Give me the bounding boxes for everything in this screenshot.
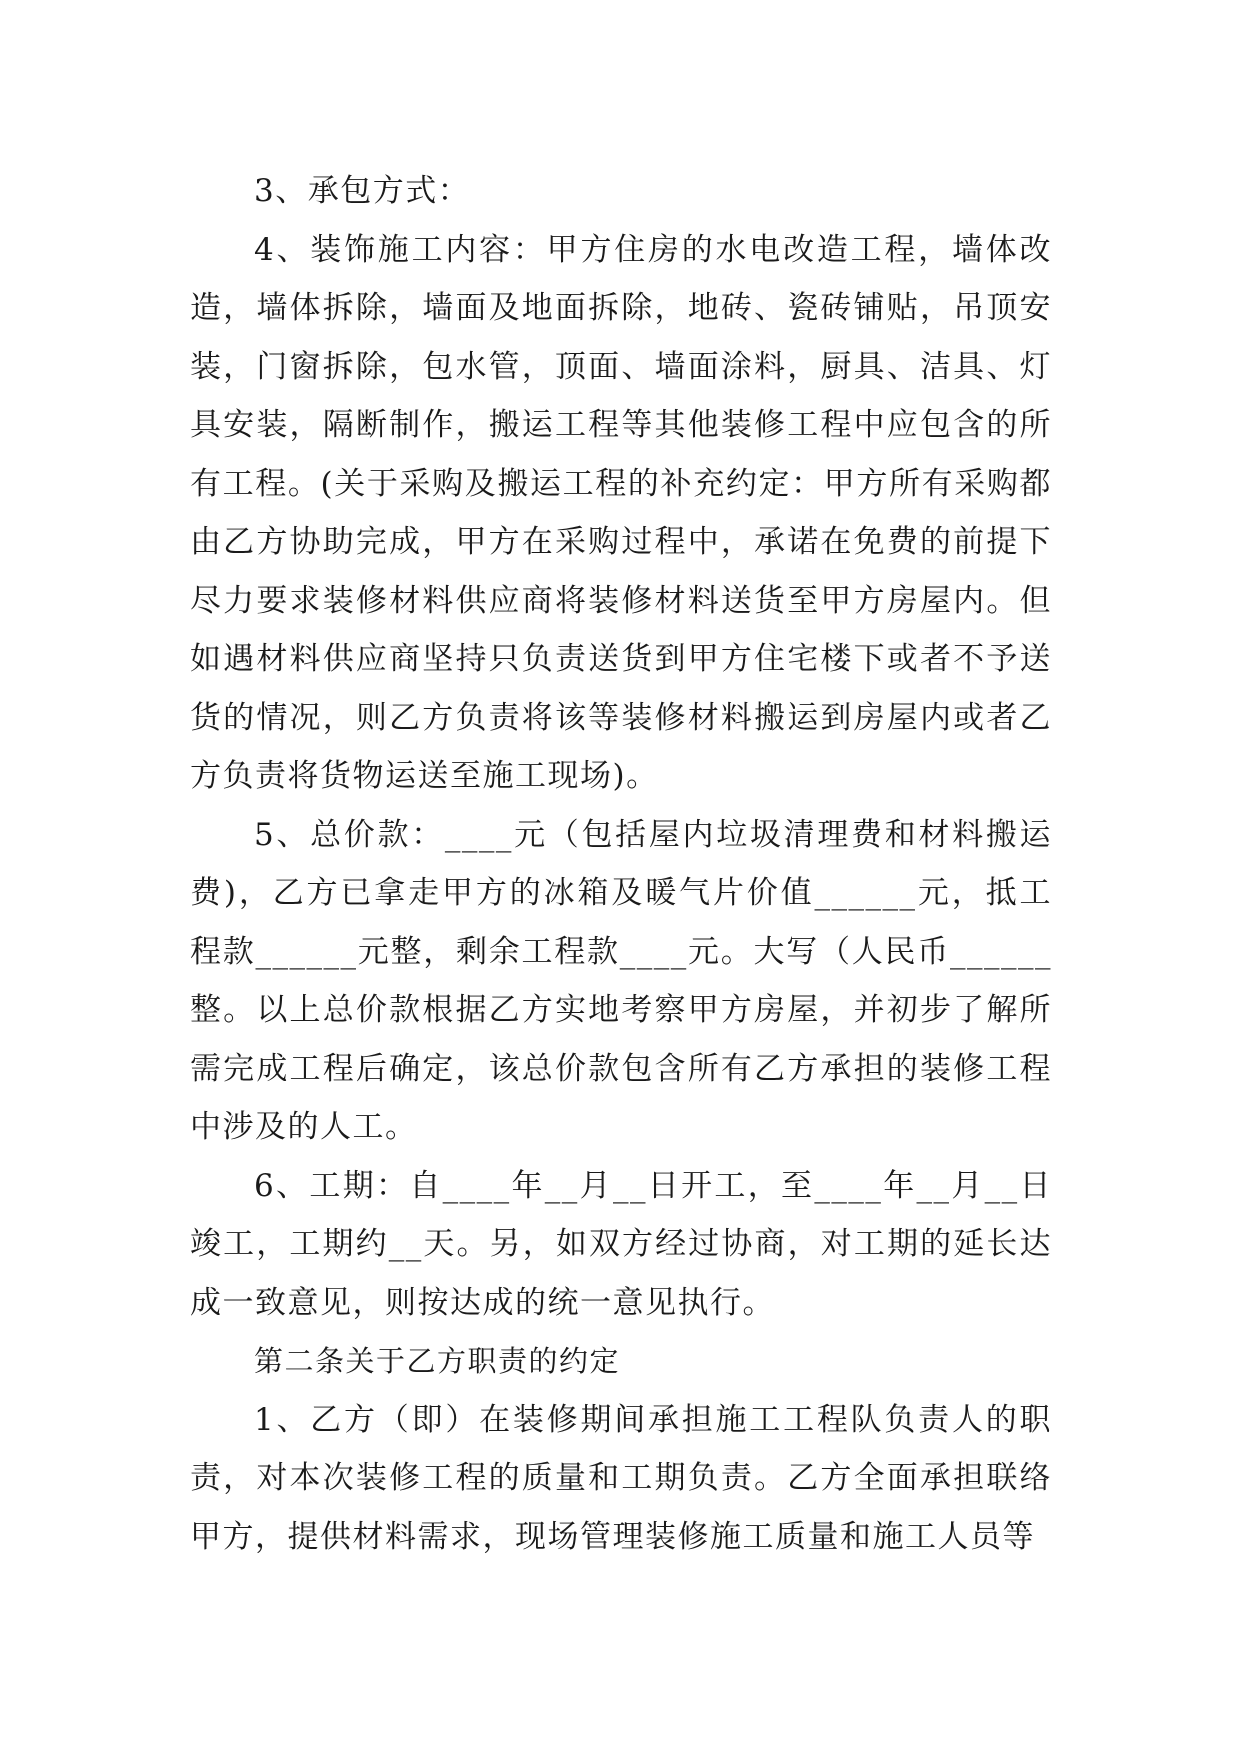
article-2-clause-1: 1、乙方（即）在装修期间承担施工工程队负责人的职责，对本次装修工程的质量和工期负责。乙方全面承担联络甲方，提供材料需求，现场管理装修施工质量和施工人员等 — [190, 1401, 1052, 1555]
clause-5-total-price: 5、总价款：____元（包括屋内垃圾清理费和材料搬运费)，乙方已拿走甲方的冰箱及暖气片价值______元，抵工程款______元整，剩余工程款____元。大写（人民币______整。以上总价款根据乙方实地考察甲方房屋，并初步了解所需完成工程后确定，该总价款包含所有乙方承担的装修工程中涉及的人工。 — [190, 816, 1052, 1145]
clause-3-contract-method: 3、承包方式： — [254, 173, 471, 209]
article-2-heading: 第二条关于乙方职责的约定 — [254, 1344, 621, 1378]
clause-4-construction-content: 4、装饰施工内容：甲方住房的水电改造工程，墙体改造，墙体拆除，墙面及地面拆除，地砖、瓷砖铺贴，吊顶安装，门窗拆除，包水管，顶面、墙面涂料，厨具、洁具、灯具安装，隔断制作，搬运工程等其他装修工程中应包含的所有工程。(关于采购及搬运工程的补充约定：甲方所有采购都由乙方协助完成，甲方在采购过程中，承诺在免费的前提下尽力要求装修材料供应商将装修材料送货至甲方房屋内。但如遇材料供应商坚持只负责送货到甲方住宅楼下或者不予送货的情况，则乙方负责将该等装修材料搬运到房屋内或者乙方负责将货物运送至施工现场)。 — [190, 231, 1052, 794]
document-body — [190, 162, 1052, 1566]
clause-6-construction-period: 6、工期：自____年__月__日开工，至____年__月__日竣工，工期约__天。另，如双方经过协商，对工期的延长达成一致意见，则按达成的统一意见执行。 — [190, 1167, 1052, 1321]
